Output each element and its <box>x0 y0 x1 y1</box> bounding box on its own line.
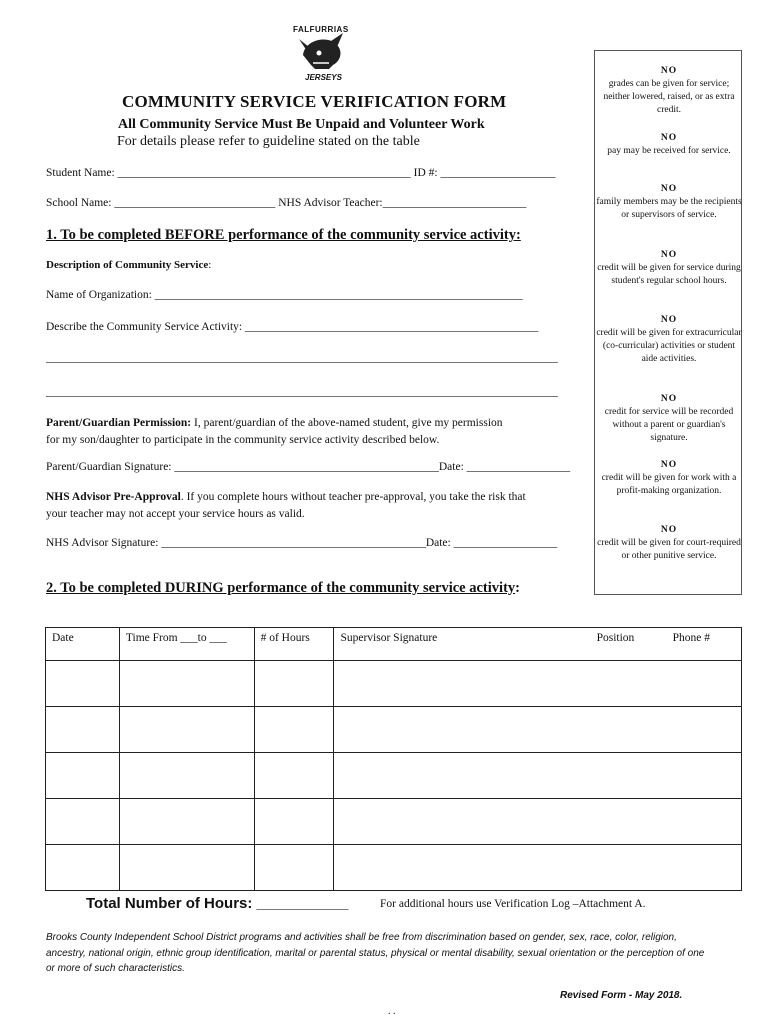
table-row <box>46 753 742 799</box>
school-logo <box>285 25 355 83</box>
nondiscrimination-statement: Brooks County Independent School District programs and activities shall be free from discrimination based on gender, sex, race, color, religion, ancestry, national origin, ethnic group identification, marital or parental status, physical or mental disability, sexual orientation or the perception of one or more of such characteristics. <box>46 932 705 974</box>
guideline-note: NO credit will be given for extracurricular (co-curricular) activities or student aide activities. <box>596 315 742 364</box>
organization-field[interactable]: Name of Organization: ________________________________________________________________ <box>46 289 523 301</box>
hours-cell[interactable] <box>254 753 334 799</box>
page-marker: . . <box>388 1006 396 1017</box>
form-subtitle: All Community Service Must Be Unpaid and Volunteer Work <box>118 117 485 132</box>
column-header-position: Position <box>527 628 645 661</box>
guideline-sidebar <box>594 50 742 595</box>
table-header-row <box>46 628 742 661</box>
activity-description-line[interactable]: _________________________________________________________________________________________ <box>46 352 558 364</box>
description-heading: Description of Community Service: <box>46 259 212 271</box>
time-cell[interactable] <box>119 845 254 891</box>
column-header-time: Time From ___to ___ <box>119 628 254 661</box>
logo-top-text: FALFURRIAS <box>293 25 349 34</box>
form-title: COMMUNITY SERVICE VERIFICATION FORM <box>122 92 507 111</box>
activity-description-line[interactable]: _________________________________________________________________________________________ <box>46 386 558 398</box>
time-cell[interactable] <box>119 753 254 799</box>
column-header-phone: Phone # <box>645 628 742 661</box>
supervisor-cell[interactable] <box>334 707 742 753</box>
table-row <box>46 661 742 707</box>
guideline-note: NO credit will be given for work with a profit-making organization. <box>601 460 737 496</box>
service-log-table <box>45 627 742 891</box>
student-name-field[interactable]: Student Name: ___________________________________________________ ID #: ____________________ <box>46 167 556 179</box>
guideline-note: NO credit will be given for service during student's regular school hours. <box>597 250 741 286</box>
parent-permission-text: Parent/Guardian Permission: I, parent/guardian of the above-named student, give my permission <box>46 417 503 429</box>
hours-cell[interactable] <box>254 845 334 891</box>
revision-date: Revised Form - May 2018. <box>560 990 683 1001</box>
total-hours-field[interactable]: Total Number of Hours: ___________ <box>86 895 349 912</box>
table-row <box>46 845 742 891</box>
parent-signature-field[interactable]: Parent/Guardian Signature: ______________________________________________Date: __________________ <box>46 461 571 473</box>
time-cell[interactable] <box>119 661 254 707</box>
date-cell[interactable] <box>46 753 120 799</box>
form-instructions: For details please refer to guideline stated on the table <box>117 134 420 149</box>
time-cell[interactable] <box>119 707 254 753</box>
column-header-supervisor: Supervisor Signature <box>334 628 527 661</box>
section-1-heading: 1. To be completed BEFORE performance of the community service activity: <box>46 227 521 243</box>
logo-bottom-text: JERSEYS <box>305 73 342 82</box>
additional-hours-note: For additional hours use Verification Log –Attachment A. <box>380 898 646 910</box>
advisor-preapproval-text-2: your teacher may not accept your service hours as valid. <box>46 508 305 520</box>
section-2-heading: 2. To be completed DURING performance of the community service activity: <box>46 580 520 596</box>
advisor-signature-field[interactable]: NHS Advisor Signature: ______________________________________________Date: __________________ <box>46 537 558 549</box>
parent-permission-text-2: for my son/daughter to participate in the community service activity described below. <box>46 434 440 446</box>
column-header-hours: # of Hours <box>254 628 334 661</box>
guideline-note: NO credit for service will be recorded without a parent or guardian's signature. <box>604 394 734 443</box>
table-row <box>46 799 742 845</box>
hours-cell[interactable] <box>254 799 334 845</box>
activity-description-field[interactable]: Describe the Community Service Activity: ___________________________________________________ <box>46 321 539 333</box>
supervisor-cell[interactable] <box>334 753 742 799</box>
hours-cell[interactable] <box>254 661 334 707</box>
supervisor-cell[interactable] <box>334 661 742 707</box>
hours-cell[interactable] <box>254 707 334 753</box>
table-row <box>46 707 742 753</box>
supervisor-cell[interactable] <box>334 845 742 891</box>
advisor-preapproval-text: NHS Advisor Pre-Approval. If you complete hours without teacher pre-approval, you take the risk that <box>46 491 526 503</box>
date-cell[interactable] <box>46 845 120 891</box>
school-name-field[interactable]: School Name: ____________________________ NHS Advisor Teacher:_________________________ <box>46 197 527 209</box>
supervisor-cell[interactable] <box>334 799 742 845</box>
time-cell[interactable] <box>119 799 254 845</box>
guideline-note: NO family members may be the recipients or supervisors of service. <box>596 184 742 220</box>
guideline-note: NO pay may be received for service. <box>607 133 731 156</box>
date-cell[interactable] <box>46 799 120 845</box>
column-header-date: Date <box>46 628 120 661</box>
guideline-note: NO grades can be given for service; neither lowered, raised, or as extra credit. <box>603 66 735 115</box>
date-cell[interactable] <box>46 661 120 707</box>
guideline-note: NO credit will be given for court-required or other punitive service. <box>597 525 741 561</box>
date-cell[interactable] <box>46 707 120 753</box>
